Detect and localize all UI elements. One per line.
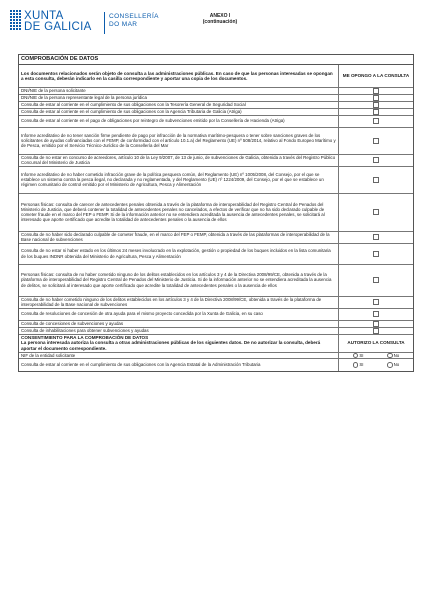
page-header [10,6,430,46]
row-label: Consulta de no estar en concurso de acreedores, artículo 10 de la Ley 9/2007, de 13 de junio, de subvenciones de Galicia, obtenida a través del Registro Público Concursal del Ministerio de Justicia [19,154,339,166]
oppose-checkbox[interactable] [373,209,379,215]
row-label: Consulta de estar al corriente en el cumplimiento de sus obligaciones con la Agencia Estatal de la Administración Tributaria [19,359,339,371]
oppose-checkbox[interactable] [373,321,379,327]
oppose-checkbox[interactable] [373,277,379,283]
no-label: No [393,362,400,368]
logo-line-1: XUNTA [24,10,64,22]
table-row [19,327,413,334]
oppose-checkbox[interactable] [373,177,379,183]
annex-subtitle: (continuación) [202,19,238,25]
table-row [19,127,413,154]
table-row [19,264,413,296]
authorize-intro-text: La persona interesada autoriza la consulta a otras administraciones públicas de los siguientes datos. De no autorizar la consulta, deberá aportar el documento correspondiente. [21,340,321,351]
oppose-checkbox[interactable] [373,157,379,163]
oppose-checkbox[interactable] [373,95,379,101]
no-radio[interactable] [387,362,393,368]
table-row [19,231,413,243]
authorize-section-title: CONSENTIMIENTO PARA LA COMPROBACIÓN DE DATOS [21,335,149,341]
table-row [19,359,413,371]
consult-table [19,65,413,371]
consult-intro-row [19,65,413,87]
row-label: DNI/NIE de la persona representante legal de la persona jurídica [19,94,339,101]
oppose-checkbox[interactable] [373,299,379,305]
oppose-checkbox[interactable] [373,102,379,108]
yes-label: SI [359,362,364,368]
row-label: Informe acreditativo de no haber cometido infracción grave de la política pesquera común, del Reglamento (UE) nº 1005/2008, del Consejo, por el que se establece un sistema contra la pesca ilegal, no declarada y no reglamentada, y del Reglamento (UE) nº 1224/2009, del Consejo, por el que se establece un régimen comunitario de control emitido por el Ministerio de Agricultura, Pesca y Alimentación [19,166,339,193]
row-label: DNI/NIE de la persona solicitante [19,87,339,94]
table-row [19,243,413,264]
authorize-column-header: AUTORIZO LA CONSULTA [339,334,414,352]
row-label: Personas físicas: consulta de no haber cometido ninguno de los delitos establecidos en los artículos 3 y 4 de la Directiva 2008/99/CE, obtenida a través de la plataforma de interoperabilidad del Registro Central de Penados del Ministerio de Justicia. Si de la información anterior no se entendiera acreditada la ausencia de delitos, se solicitará al interesado que aporte certificado que acredite la totalidad de antecedentes penales o la ausencia de ellos [19,264,339,296]
table-row [19,352,413,359]
yes-radio[interactable] [353,353,359,359]
authorize-intro-row [19,334,413,352]
table-row [19,108,413,115]
table-row [19,308,413,320]
annex-heading [10,10,430,25]
table-row [19,94,413,101]
oppose-checkbox[interactable] [373,328,379,334]
oppose-checkbox[interactable] [373,234,379,240]
table-row [19,101,413,108]
row-label: Informe acreditativo de no tener sanción firme pendiente de pago por infracción de la normativa marítimo-pesquera o tener sobre sanciones graves de los solicitantes de ayudas cofinanciadas con el FEMP, de conformidad con el artículo 10.1.a) del Reglamento (UE) nº 508/2014, relativo al Fondo Europeo Marítimo y de Pesca, emitido por el Servicio Técnico-Jurídico de la Consellería del Mar [19,127,339,154]
row-label: Consulta de resoluciones de concesión de otra ayuda para el mismo proyecto concedida por la Xunta de Galicia, en su caso [19,308,339,320]
table-row [19,193,413,231]
oppose-column-header: ME OPONGO A LA CONSULTA [339,65,414,87]
table-row [19,320,413,327]
row-label: Personas físicas: consulta de carecer de antecedentes penales obtenida a través de la plataforma de interoperabilidad del Registro Central de Penados del Ministerio de Justicia, que deberá contener la totalidad de antecedentes penales no cancelados, a efectos de verificar que no ha sido declarado culpable de cometer fraude en el marco del FEP o FEMP. Si de la información anterior no se entendiera acreditada la ausencia de antecedentes penales, se solicitará al interesado que aporte certificado que acredite la totalidad de antecedentes penales o la ausencia de ellos [19,193,339,231]
row-label: Consulta de estar al corriente en el cumplimiento de sus obligaciones con la Tesorería General de Seguridad Social [19,101,339,108]
row-label: Consulta de inhabilitaciones para obtener subvenciones y ayudas [19,327,339,334]
oppose-checkbox[interactable] [373,251,379,257]
table-row [19,115,413,127]
row-label: NIF de la entidad solicitante [19,352,339,359]
table-row [19,296,413,308]
oppose-checkbox[interactable] [373,88,379,94]
logo-sub-line-1: CONSELLERÍA [109,13,159,20]
row-label: Consulta de no haber sido declarado culpable de cometer fraude, en el marco del FEP o FEMP, obtenida a través de las plataformas de interoperabilidad de la Base nacional de subvenciones [19,231,339,243]
oppose-checkbox[interactable] [373,118,379,124]
consult-section-title: COMPROBACIÓN DE DATOS [19,55,413,65]
oppose-checkbox[interactable] [373,109,379,115]
oppose-checkbox[interactable] [373,138,379,144]
row-label: Consulta de no estar ni haber estado en los últimos 24 meses involucrado en la explotación, gestión o propiedad de los buques incluidos en la lista comunitaria de los buques INDNR obtenida del Ministerio de Agricultura, Pesca y Alimentación [19,243,339,264]
row-label: Consulta de concesiones de subvenciones y ayudas [19,320,339,327]
row-label: Consulta de estar al corriente en el cumplimiento de sus obligaciones con la Agencia Tributaria de Galicia (Atriga) [19,108,339,115]
yes-label: SI [359,352,364,358]
data-verification-form [18,54,414,372]
yes-radio[interactable] [353,362,359,368]
row-label: Consulta de no haber cometido ninguno de los delitos establecidos en los artículos 3 y 4 de la Directiva 2008/99/CE, obtenida a través de la plataforma de interoperabilidad de la Base nacional de subvenciones [19,296,339,308]
table-row [19,87,413,94]
oppose-checkbox[interactable] [373,311,379,317]
no-radio[interactable] [387,353,393,359]
row-label: Consulta de estar al corriente en el pago de obligaciones por reintegro de subvenciones emitido por la Consellería de Hacienda (Atriga) [19,115,339,127]
logo-sub-line-2: DO MAR [109,21,138,28]
consult-intro-text: Los documentos relacionados serán objeto de consulta a las administraciones públicas. En caso de que las personas interesadas se opongan a esta consulta, deberán indicarlo en la casilla correspondiente y aportar una copia de los documentos. [21,70,333,81]
no-label: No [393,352,400,358]
xunta-logo [10,6,160,46]
annex-title: ANEXO I [209,13,231,19]
table-row [19,154,413,166]
table-row [19,166,413,193]
logo-line-2: DE GALICIA [24,21,92,33]
